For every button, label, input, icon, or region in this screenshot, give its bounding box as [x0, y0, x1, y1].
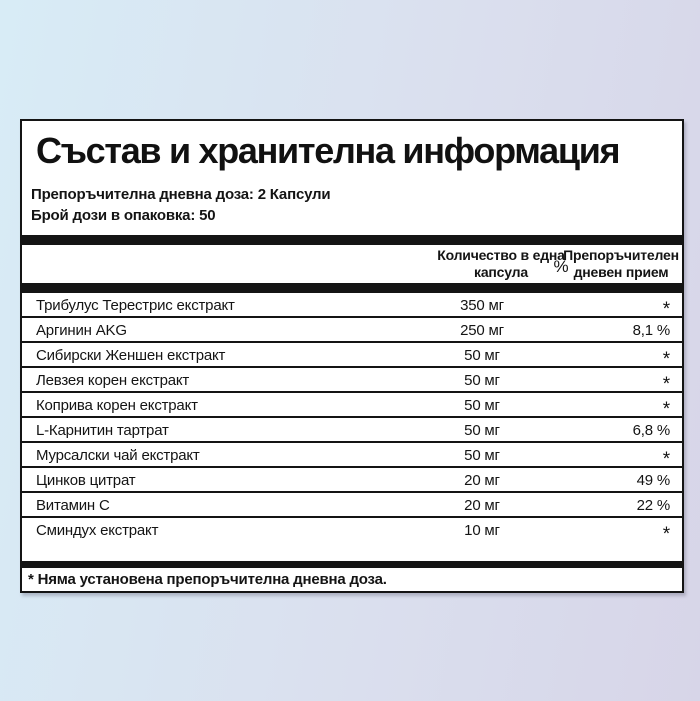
ingredient-daily-percent: * — [662, 299, 670, 316]
column-header-amount: Количество в една капсула — [437, 247, 565, 280]
table-header — [22, 245, 682, 283]
ingredient-daily-percent: 49 % — [636, 472, 670, 489]
ingredient-amount: 10 мг — [464, 522, 500, 539]
table-row — [22, 443, 682, 468]
supplement-facts-panel — [20, 119, 684, 593]
footnote: * Няма установена препоръчителна дневна доза. — [28, 571, 387, 588]
ingredient-daily-percent: * — [662, 349, 670, 366]
ingredient-amount: 250 мг — [460, 322, 504, 339]
ingredient-name: Витамин C — [36, 497, 110, 514]
ingredient-name: Цинков цитрат — [36, 472, 136, 489]
column-header-daily-intake: Препоръчителен дневен прием — [563, 247, 679, 280]
supplement-facts-content — [22, 121, 682, 591]
ingredient-amount: 50 мг — [464, 447, 500, 464]
ingredient-daily-percent: * — [662, 374, 670, 391]
ingredient-amount: 350 мг — [460, 297, 504, 314]
ingredient-name: Сибирски Женшен екстракт — [36, 347, 226, 364]
table-row — [22, 368, 682, 393]
divider-bar-top — [22, 235, 682, 245]
table-row — [22, 493, 682, 518]
divider-bar-table-bottom — [22, 561, 682, 568]
column-header-percent-symbol: % — [553, 256, 569, 276]
ingredient-amount: 20 мг — [464, 472, 500, 489]
ingredient-name: Мурсалски чай екстракт — [36, 447, 200, 464]
table-row — [22, 393, 682, 418]
ingredient-name: Аргинин AKG — [36, 322, 127, 339]
ingredient-daily-percent: 6,8 % — [632, 422, 670, 439]
ingredient-name: Коприва корен екстракт — [36, 397, 198, 414]
serving-count-line: Брой дози в опаковка: 50 — [31, 207, 216, 224]
ingredient-name: Сминдух екстракт — [36, 522, 159, 539]
ingredient-name: Трибулус Терестрис екстракт — [36, 297, 235, 314]
ingredient-daily-percent: * — [662, 449, 670, 466]
ingredient-name: L-Карнитин тартрат — [36, 422, 169, 439]
table-row — [22, 318, 682, 343]
ingredient-daily-percent: * — [662, 399, 670, 416]
ingredient-daily-percent: 8,1 % — [632, 322, 670, 339]
serving-info — [31, 184, 330, 226]
ingredient-daily-percent: 22 % — [636, 497, 670, 514]
ingredient-amount: 50 мг — [464, 347, 500, 364]
ingredient-name: Левзея корен екстракт — [36, 372, 190, 389]
table-row — [22, 418, 682, 443]
ingredient-amount: 50 мг — [464, 422, 500, 439]
ingredient-amount: 20 мг — [464, 497, 500, 514]
ingredient-rows — [22, 293, 682, 561]
ingredient-amount: 50 мг — [464, 372, 500, 389]
ingredient-amount: 50 мг — [464, 397, 500, 414]
table-row — [22, 518, 682, 543]
serving-dose-line: Препоръчителна дневна доза: 2 Капсули — [31, 186, 331, 203]
table-row — [22, 343, 682, 368]
ingredient-daily-percent: * — [662, 524, 670, 543]
table-row — [22, 468, 682, 493]
panel-title: Състав и хранителна информация — [36, 130, 620, 171]
divider-bar-header-bottom — [22, 283, 682, 293]
table-row — [22, 293, 682, 318]
